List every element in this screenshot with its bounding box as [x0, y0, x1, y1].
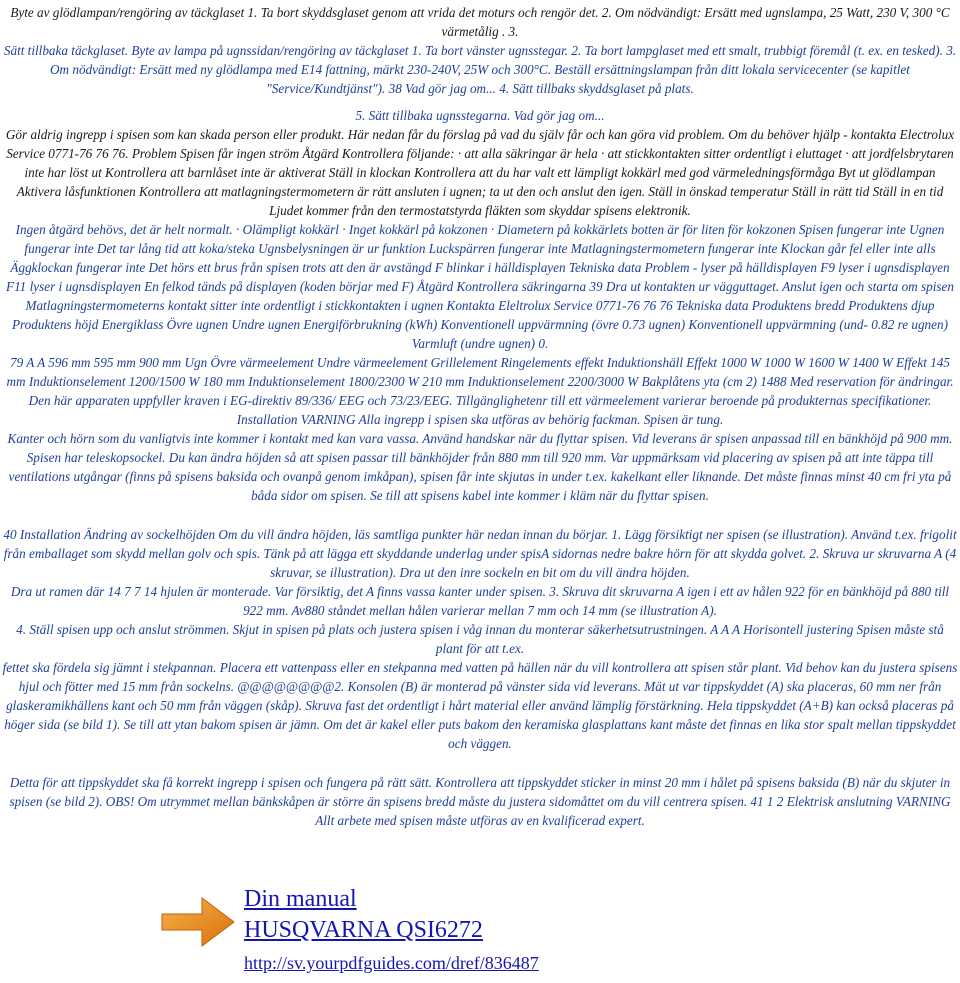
- paragraph-problems: Ingen åtgärd behövs, det är helt normalt. · Olämpligt kokkärl · Inget kokkärl på kokzonen · Diametern på kokkärlets botten är för liten för kokzonen Spisen fungerar inte Ugnen fungerar inte Det tar lång tid att koka/steka Ugnsbelysningen är ur funktion Luckspärren fungerar inte Matlagningstermometern fungerar inte Klockan går fel eller inte alls Äggklockan fungerar inte Det hörs ett brus från spisen trots att den är avstängd F blinkar i hälldisplayen Tekniska data Problem - lyser på hälldisplayen F9 lyser i ugnsdisplayen F11 lyser i ugnsdisplayen En felkod tänds på displayen (koden börjar med F) Åtgärd Kontrollera säkringarna 39 Dra ut kontakten ur vägguttaget. Anslut igen och starta om spisen Matlagningstermometerns kontakt sitter inte ordentligt i stickkontakten i ugnen Kontakta Eleltrolux Service 0771-76 76 76 Tekniska data Produktens bredd Produktens djup Produktens höjd Energiklass Övre ugnen Undre ugnen Energiförbrukning (kWh) Konventionell uppvärmning (övre 0.73 ugnen) Konventionell uppvärmning (und- 0.82 re ugnen) Varmluft (undre ugnen) 0.: [6, 222, 954, 351]
- paragraph-installation: Kanter och hörn som du vanligtvis inte kommer i kontakt med kan vara vassa. Använd handskar när du flyttar spisen. Vid leverans är spisen anpassad till en bänkhöjd på 900 mm. Spisen har teleskopsockel. Du kan ändra höjden så att spisen passar till bänkhöjder från 880 mm till 920 mm. Var uppmärksam vid placering av spisen på att inte täppa till ventilations utgångar (finns på spisens baksida och ovanpå genom imkåpan), spisen får inte skjutas in under t.ex. kakelkant eller liknande. Det måste finnas minst 40 cm fri yta på båda sidor om spisen. Se till att spisens kabel inte kommer i kläm när du flyttar spisen.: [7, 431, 953, 503]
- paragraph-level: 4. Ställ spisen upp och anslut strömmen. Skjut in spisen på plats och justera spisen i våg innan du monterar säkerhetsutrustningen. A A A Horisontell justering Spisen måste stå plant för att t.ex.: [16, 622, 944, 656]
- spacer: [0, 98, 960, 106]
- paragraph-lamp-side: Sätt tillbaka täckglaset. Byte av lampa på ugnssidan/rengöring av täckglaset 1. Ta bort vänster ugnsstegar. 2. Ta bort lampglaset med ett smalt, trubbigt föremål (t. ex. en tesked). 3. Om nödvändigt: Ersätt med ny glödlampa med E14 fattning, märkt 230-240V, 25W och 300°C. Beställ ersättningslampan från ditt lokala servicecenter (se kapitlet "Service/Kundtjänst"). 38 Vad gör jag om... 4. Sätt tillbaks skyddsglaset på plats.: [3, 43, 957, 96]
- paragraph-technical-data: 79 A A 596 mm 595 mm 900 mm Ugn Övre värmeelement Undre värmeelement Grillelement Ringelements effekt Induktionshäll Effekt 1000 W 1000 W 1600 W 1400 W Effekt 145 mm Induktionselement 1200/1500 W 180 mm Induktionselement 1800/2300 W 210 mm Induktionselement 2200/3000 W Bakplåtens yta (cm 2) 1488 Med reservation för ändringar. Den här apparaten uppfyller kraven i EG-direktiv 89/336/ EEG och 73/23/EEG. Tillgänglighetenr till ett värmeelement varierar beroende på produkternas specifikationer. Installation VARNING Alla ingrepp i spisen ska utföras av behörig fackman. Spisen är tung.: [6, 355, 954, 427]
- paragraph-socket-height: 40 Installation Ändring av sockelhöjden Om du vill ändra höjden, läs samtliga punkter här nedan innan du börjar. 1. Lägg försiktigt ner spisen (se illustration). Använd t.ex. frigolit från emballaget som skydd mellan golv och spis. Tänk på att lägga ett skyddande underlag under spisA sidornas nedre bakre hörn för att skydda golvet. 2. Skruva ur skruvarna A (4 skruvar, se illustration). Dra ut den inre sockeln en bit om du vill ändra höjden.: [3, 527, 957, 580]
- spacer: [0, 505, 960, 525]
- din-manual-link[interactable]: Din manual: [244, 886, 357, 912]
- arrow-icon: [158, 892, 238, 952]
- paragraph-troubleshooting: Gör aldrig ingrepp i spisen som kan skada person eller produkt. Här nedan får du förslag på vad du själv får och kan göra vid problem. Om du behöver hjälp - kontakta Electrolux Service 0771-76 76 76. Problem Spisen får ingen ström Åtgärd Kontrollera följande: · att alla säkringar är hela · att stickkontakten sitter ordentligt i eluttaget · att jordfelsbrytaren inte har löst ut Kontrollera att barnlåset inte är aktiverat Ställ in klockan Kontrollera att du har valt ett lämpligt kokkärl med god värmeledningsförmåga Byt ut glödlampan Aktivera låsfunktionen Kontrollera att matlagningstermometern är rätt ansluten i ugnen; ta ut den och anslut den igen. Ställ in önskad temperatur Ställ in rätt tid Ställ in en tid Ljudet kommer från den termostatstyrda fläkten som skyddar spisens elektronik.: [5, 127, 955, 218]
- paragraph-frame-wheels: Dra ut ramen där 14 7 7 14 hjulen är monterade. Var försiktig, det A finns vassa kanter under spisen. 3. Skruva dit skruvarna A igen i ett av hålen 922 för en bänkhöjd på 880 till 922 mm. Av880 ståndet mellan hålen varierar mellan 7 mm och 14 mm (se illustration A).: [10, 584, 950, 618]
- paragraph-tip-guard: fettet ska fördela sig jämnt i stekpannan. Placera ett vattenpass eller en stekpanna med vatten på hällen när du vill kontrollera att spisen står plant. Vid behov kan du justera spisens hjul och fötter med 15 mm från sockelns. @@@@@@@@2. Konsolen (B) är monterad på vänster sida vid leverans. Mät ut var tippskyddet (A) ska placeras, 60 mm ner från glaskeramikhällens kant och 50 mm från väggen (skåp). Skruva fast det ordentligt i hårt material eller använd lämplig förstärkning. Hela tippskyddet (A+B) kan också placeras på höger sida (se bild 1). Se till att ytan bakom spisen är jämn. Om det är kakel eller puts bakom den keramiska glasplattans kant måste det finnas en lika stor spalt mellan tippskyddet och väggen.: [2, 660, 958, 751]
- paragraph-electrical: Detta för att tippskyddet ska få korrekt ingrepp i spisen och fungera på rätt sätt. Kontrollera att tippskyddet sticker in minst 20 mm i hålet på spisens baksida (B) när du skjuter in spisen (se bild 2). OBS! Om utrymmet mellan bänkskåpen är större än spisens bredd måste du justera sidomåttet om du vill centrera spisen. 41 1 2 Elektrisk anslutning VARNING Allt arbete med spisen måste utföras av en kvalificerad expert.: [9, 775, 951, 828]
- document-body: [0, 3, 960, 830]
- url-link[interactable]: http://sv.yourpdfguides.com/dref/836487: [244, 953, 539, 973]
- manual-footer: [158, 882, 918, 982]
- spacer: [0, 753, 960, 773]
- paragraph-lamp-replacement: Byte av glödlampan/rengöring av täckglaset 1. Ta bort skyddsglaset genom att vrida det moturs och rengör det. 2. Om nödvändigt: Ersätt med ugnslampa, 25 Watt, 230 V, 300 °C värmetålig . 3.: [10, 5, 950, 39]
- product-link[interactable]: HUSQVARNA QSI6272: [244, 917, 483, 943]
- paragraph-oven-racks: 5. Sätt tillbaka ugnsstegarna. Vad gör jag om...: [355, 108, 605, 123]
- footer-links: [244, 884, 539, 976]
